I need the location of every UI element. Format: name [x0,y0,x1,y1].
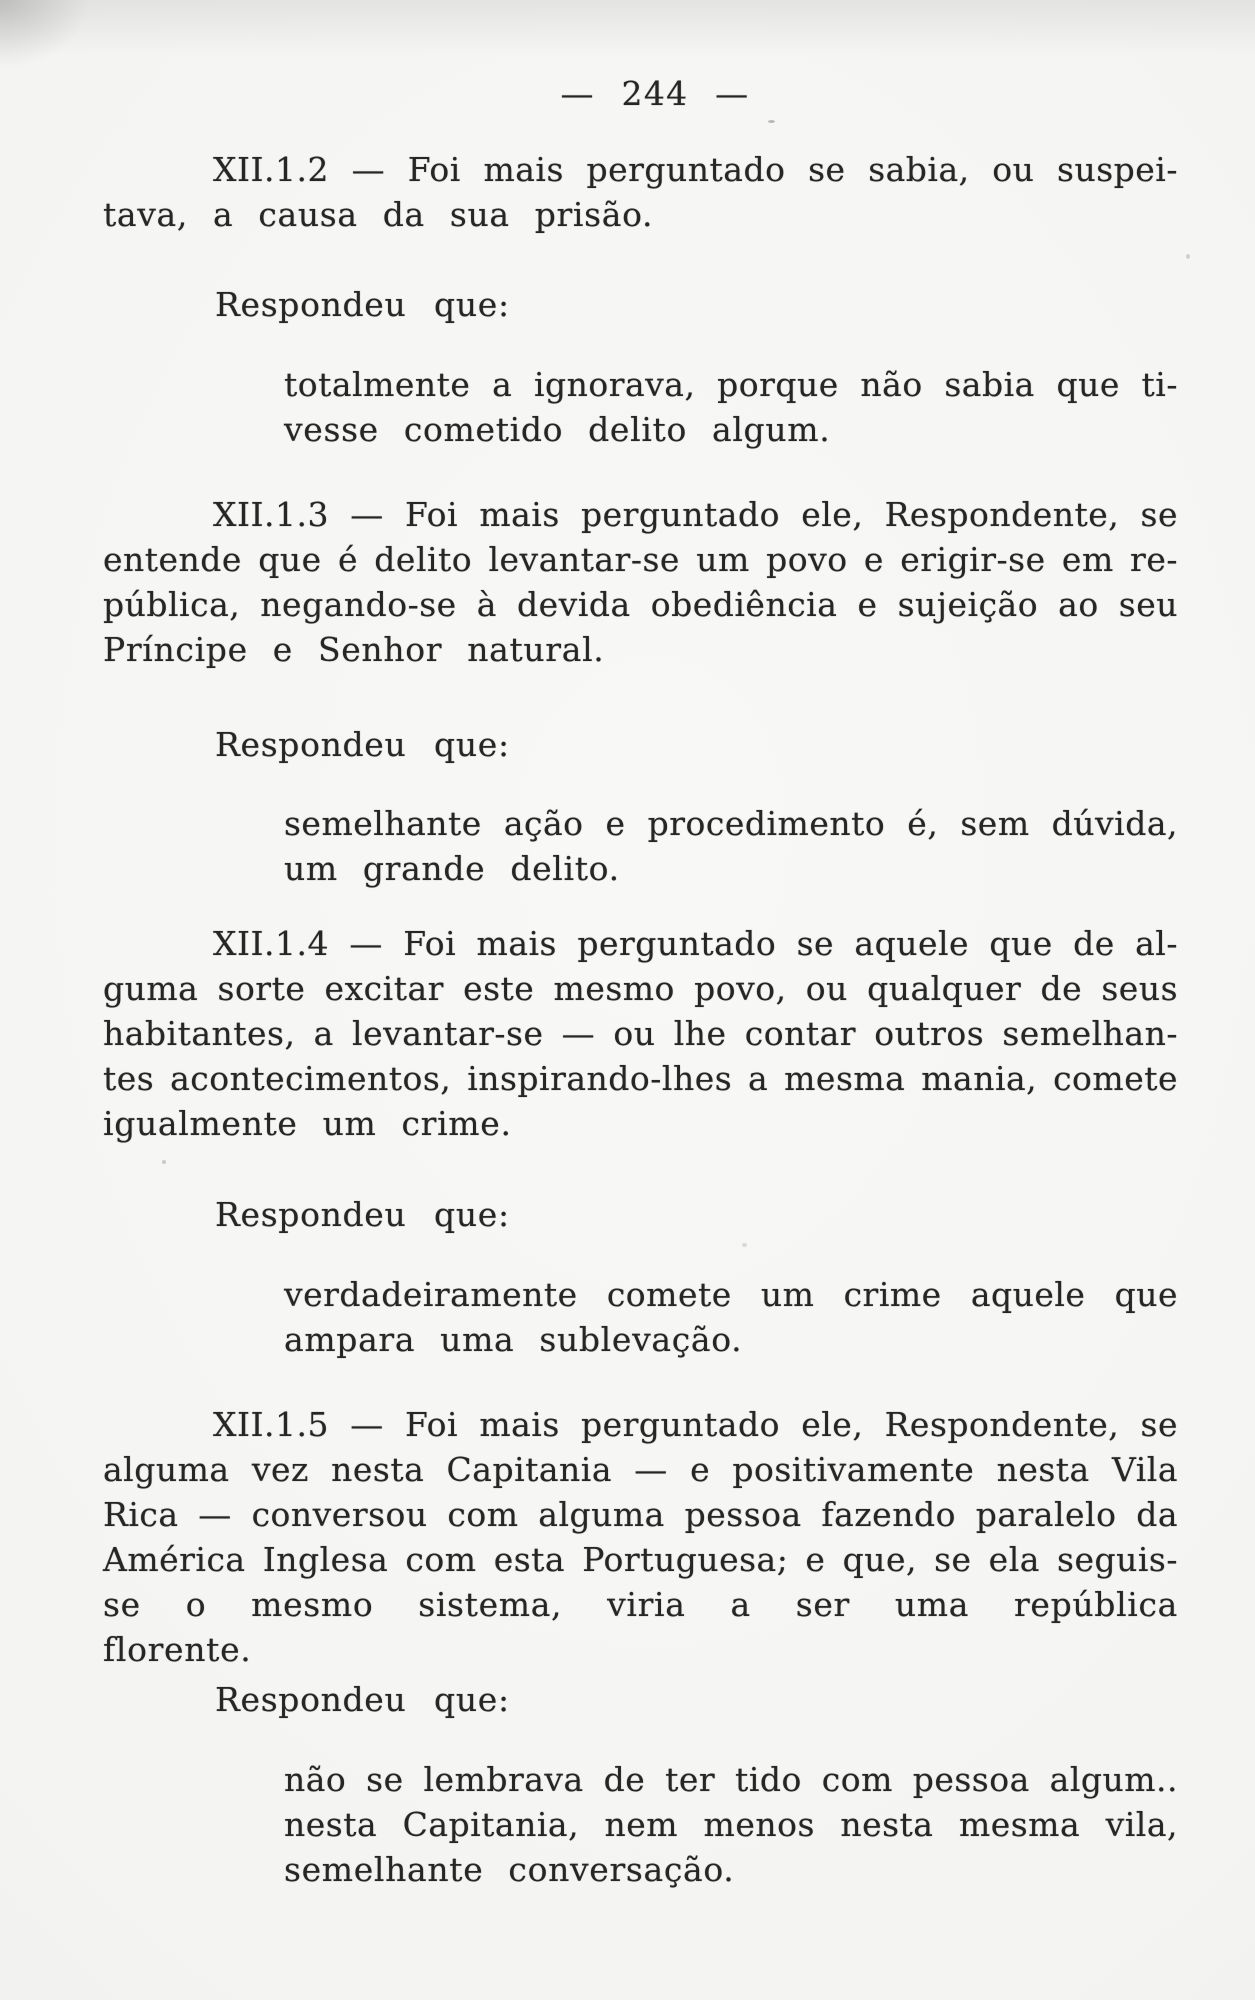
scan-speckle [768,120,775,123]
question-paragraph-xii-1-3 [103,492,1178,672]
text-line: verdadeiramente comete um crime aquele que [284,1275,1178,1314]
question-paragraph-xii-1-2 [103,147,1178,237]
text-line: pública, negando-se à devida obediência e sujeição ao seu [103,585,1178,624]
text-line: nesta Capitania, nem menos nesta mesma vila, [284,1805,1178,1844]
scan-speckle [162,1160,166,1164]
scan-speckle [1186,254,1190,259]
page-number: — 244 — [560,74,750,113]
text-line: habitantes, a levantar-se — ou lhe contar outros semelhan- [103,1014,1178,1053]
text-line: América Inglesa com esta Portuguesa; e que, se ela seguis- [103,1540,1178,1579]
text-line: semelhante conversação. [284,1850,735,1889]
text-line: Rica — conversou com alguma pessoa fazendo paralelo da [103,1495,1178,1534]
text-line: ampara uma sublevação. [284,1320,743,1359]
text-line: XII.1.3 — Foi mais perguntado ele, Respondente, se [213,495,1178,534]
answer-paragraph-xii-1-2 [284,362,1178,452]
respondeu-label: Respondeu que: [215,725,510,764]
question-paragraph-xii-1-5 [103,1402,1178,1672]
text-line: entende que é delito levantar-se um povo e erigir-se em re- [103,540,1178,579]
text-line: alguma vez nesta Capitania — e positivamente nesta Vila [103,1450,1178,1489]
text-line: não se lembrava de ter tido com pessoa algum.. [284,1760,1178,1799]
text-line: Príncipe e Senhor natural. [103,630,605,669]
text-line: semelhante ação e procedimento é, sem dúvida, [284,804,1178,843]
text-line: um grande delito. [284,849,620,888]
answer-paragraph-xii-1-3 [284,801,1178,891]
text-line: XII.1.2 — Foi mais perguntado se sabia, ou suspei- [213,150,1178,189]
text-line: vesse cometido delito algum. [284,410,831,449]
scan-shading-top [0,0,1255,56]
respondeu-label: Respondeu que: [215,1195,510,1234]
question-paragraph-xii-1-4 [103,921,1178,1146]
text-line: guma sorte excitar este mesmo povo, ou qualquer de seus [103,969,1178,1008]
text-line: XII.1.5 — Foi mais perguntado ele, Respondente, se [213,1405,1178,1444]
scan-shading-corner [0,0,90,70]
answer-paragraph-xii-1-4 [284,1272,1178,1362]
respondeu-label: Respondeu que: [215,285,510,324]
text-line: totalmente a ignorava, porque não sabia que ti- [284,365,1178,404]
text-line: se o mesmo sistema, viria a ser uma república florente. [103,1585,1178,1669]
respondeu-label: Respondeu que: [215,1680,510,1719]
text-line: igualmente um crime. [103,1104,512,1143]
text-line: tava, a causa da sua prisão. [103,195,654,234]
text-line: tes acontecimentos, inspirando-lhes a mesma mania, comete [103,1059,1178,1098]
text-line: XII.1.4 — Foi mais perguntado se aquele que de al- [213,924,1178,963]
answer-paragraph-xii-1-5 [284,1757,1178,1892]
scan-speckle [742,1243,747,1247]
